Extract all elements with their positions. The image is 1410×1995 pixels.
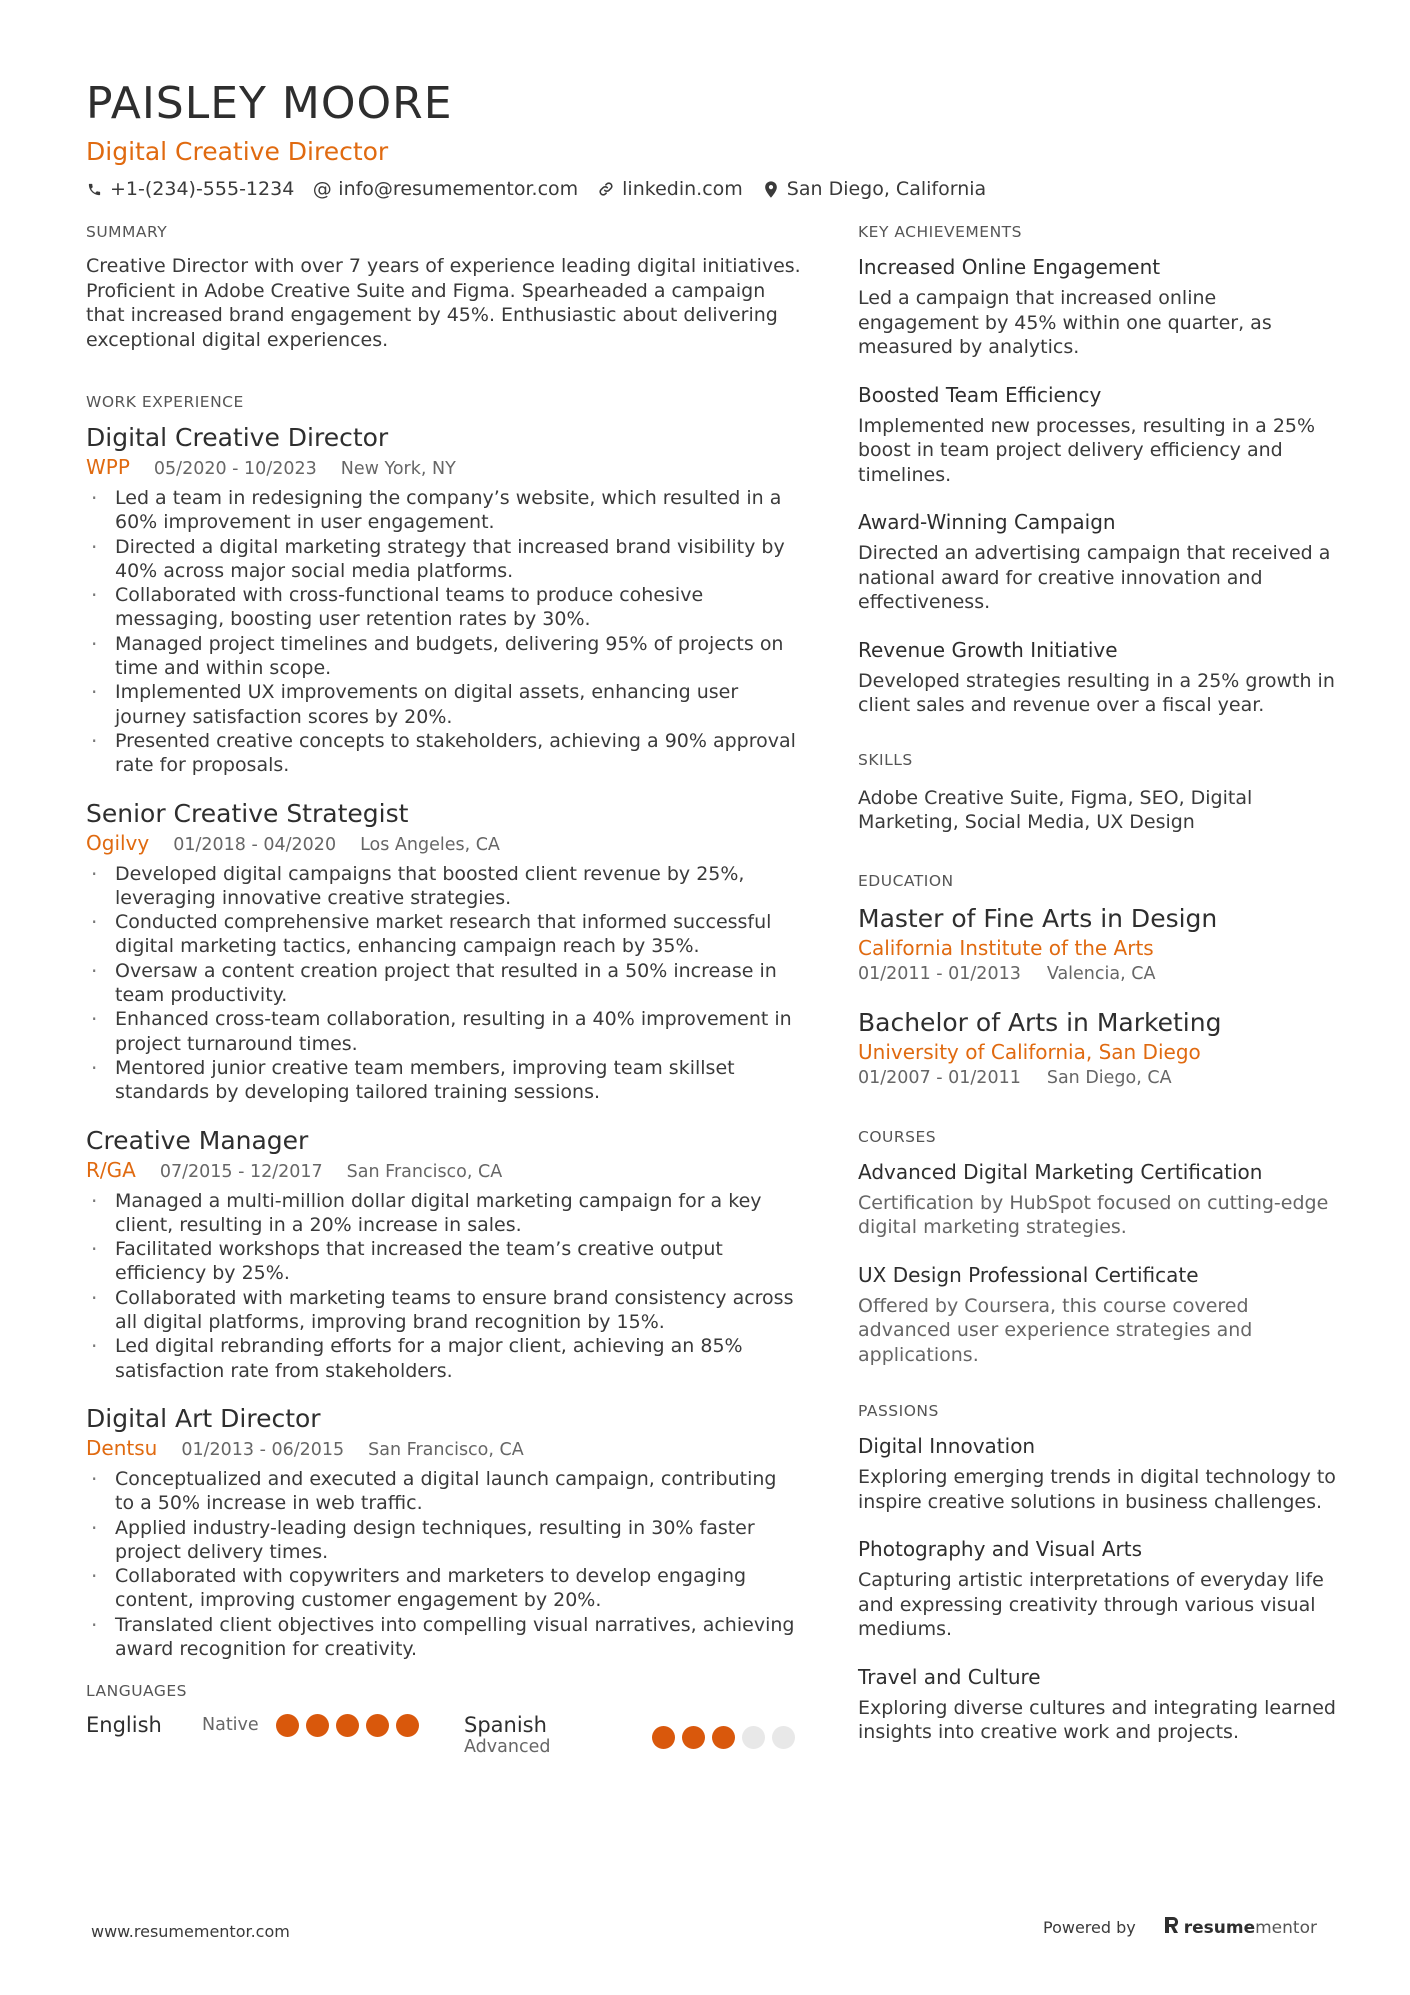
job-bullets <box>86 862 801 1105</box>
achievement-title: Increased Online Engagement <box>858 255 1161 279</box>
language-rating <box>652 1726 795 1749</box>
education-item <box>858 1007 1338 1091</box>
job-title: Digital Art Director <box>86 1403 321 1433</box>
list-item: · Oversaw a content creation project that resulted in a 50% increase in team productivity. <box>86 959 801 1008</box>
footer-website[interactable]: www.resumementor.com <box>91 1922 290 1941</box>
list-item: · Collaborated with marketing teams to ensure brand consistency across all digital platforms, improving brand recognition by 15%. <box>86 1286 801 1335</box>
education-dates: 01/2007 - 01/2011 <box>858 1067 1021 1088</box>
achievement-title: Award-Winning Campaign <box>858 510 1116 534</box>
section-title: WORK EXPERIENCE <box>86 393 244 411</box>
contact-location <box>763 176 986 202</box>
achievement-item <box>858 637 1338 718</box>
school-name: California Institute of the Arts <box>858 935 1154 960</box>
section-title: SUMMARY <box>86 223 168 241</box>
list-item: · Applied industry-leading design techniques, resulting in 30% faster project delivery times. <box>86 1516 801 1565</box>
passion-title: Travel and Culture <box>858 1664 1041 1689</box>
education-meta <box>858 1065 1338 1091</box>
brand-logo[interactable] <box>1164 1916 1317 1939</box>
candidate-role: Digital Creative Director <box>86 137 389 166</box>
list-item: · Enhanced cross-team collaboration, resulting in a 40% improvement in project turnaround times. <box>86 1007 801 1056</box>
degree-title: Master of Fine Arts in Design <box>858 903 1218 933</box>
rating-dot-filled <box>652 1726 675 1749</box>
rating-dot-filled <box>276 1714 299 1737</box>
passion-item <box>858 1433 1338 1514</box>
work-experience-section <box>86 392 801 1661</box>
rating-dot-filled <box>682 1726 705 1749</box>
job-meta <box>86 830 801 858</box>
rating-dot-filled <box>712 1726 735 1749</box>
job-title: Digital Creative Director <box>86 423 389 452</box>
company-name: WPP <box>86 455 130 479</box>
section-title: SKILLS <box>858 750 913 769</box>
passion-text: Capturing artistic interpretations of everyday life and expressing creativity through various visual mediums. <box>858 1569 1324 1640</box>
rating-dot-filled <box>366 1714 389 1737</box>
job-meta <box>86 1435 801 1463</box>
course-text: Certification by HubSpot focused on cutting-edge digital marketing strategies. <box>858 1191 1329 1238</box>
language-label-group <box>464 1713 652 1757</box>
list-item: · Conceptualized and executed a digital launch campaign, contributing to a 50% increase in web traffic. <box>86 1467 801 1516</box>
job-dates: 07/2015 - 12/2017 <box>159 1161 323 1182</box>
list-item: · Managed project timelines and budgets, delivering 95% of projects on time and within scope. <box>86 632 801 681</box>
passion-text: Exploring diverse cultures and integrating learned insights into creative work and projects. <box>858 1696 1336 1743</box>
course-title: UX Design Professional Certificate <box>858 1262 1199 1287</box>
key-achievements-section <box>858 222 1338 718</box>
languages-section <box>86 1681 801 1757</box>
achievement-text: Led a campaign that increased online engagement by 45% within one quarter, as measured by analytics. <box>858 287 1272 358</box>
passions-section <box>858 1401 1338 1745</box>
list-item: · Mentored junior creative team members, improving team skillset standards by developing tailored training sessions. <box>86 1056 801 1105</box>
summary-text: Creative Director with over 7 years of experience leading digital initiatives. Proficient in Adobe Creative Suite and Figma. Spearheaded a campaign that increased brand engagement by 45%. Enthusiastic about delivering exceptional digital experiences. <box>86 255 801 351</box>
summary-section <box>86 222 801 352</box>
list-item: · Conducted comprehensive market research that informed successful digital marketing tactics, enhancing campaign reach by 35%. <box>86 910 801 959</box>
rating-dot-empty <box>742 1726 765 1749</box>
phone-icon <box>86 181 102 197</box>
at-sign-icon: @ <box>312 178 332 200</box>
passion-title: Digital Innovation <box>858 1434 1036 1458</box>
list-item: · Led a team in redesigning the company’s website, which resulted in a 60% improvement in user engagement. <box>86 486 801 535</box>
rating-dot-filled <box>336 1714 359 1737</box>
section-title: KEY ACHIEVEMENTS <box>858 223 1022 241</box>
brand-text-bold: resume <box>1183 1917 1256 1938</box>
list-item: · Presented creative concepts to stakeholders, achieving a 90% approval rate for proposals. <box>86 729 801 778</box>
achievement-item <box>858 509 1338 615</box>
resumementor-logo-icon <box>1164 1916 1180 1939</box>
rating-dot-filled <box>396 1714 419 1737</box>
list-item: · Collaborated with cross-functional teams to produce cohesive messaging, boosting user retention rates by 30%. <box>86 583 801 632</box>
contact-bar <box>86 176 1336 202</box>
job-location: Los Angeles, CA <box>360 834 500 855</box>
language-level: Advanced <box>464 1737 551 1758</box>
section-title: PASSIONS <box>858 1402 939 1420</box>
email-text[interactable]: info@resumementor.com <box>338 178 579 200</box>
education-dates: 01/2011 - 01/2013 <box>858 963 1021 984</box>
section-title: LANGUAGES <box>86 1682 188 1701</box>
language-rating <box>276 1714 419 1737</box>
passion-text: Exploring emerging trends in digital technology to inspire creative solutions in business challenges. <box>858 1466 1336 1513</box>
job-location: San Francisco, CA <box>346 1161 503 1182</box>
list-item: · Directed a digital marketing strategy that increased brand visibility by 40% across major social media platforms. <box>86 535 801 584</box>
achievement-item <box>858 382 1338 488</box>
education-item <box>858 903 1338 987</box>
job-meta <box>86 454 801 482</box>
skills-section <box>858 750 1338 835</box>
achievement-text: Developed strategies resulting in a 25% growth in client sales and revenue over a fiscal year. <box>858 669 1335 716</box>
brand-text-light: mentor <box>1255 1917 1317 1938</box>
course-item <box>858 1159 1338 1240</box>
job-bullets <box>86 486 801 778</box>
candidate-name: PAISLEY MOORE <box>86 78 453 129</box>
list-item: · Led digital rebranding efforts for a major client, achieving an 85% satisfaction rate from stakeholders. <box>86 1334 801 1383</box>
degree-title: Bachelor of Arts in Marketing <box>858 1007 1222 1037</box>
course-text: Offered by Coursera, this course covered advanced user experience strategies and applications. <box>858 1294 1253 1366</box>
job-entry <box>86 1403 801 1661</box>
education-location: Valencia, CA <box>1046 963 1156 984</box>
job-bullets <box>86 1189 801 1383</box>
education-section <box>858 871 1338 1091</box>
job-location: New York, NY <box>340 459 456 479</box>
linkedin-text[interactable]: linkedin.com <box>622 178 743 200</box>
education-meta <box>858 961 1338 987</box>
contact-linkedin[interactable] <box>598 176 743 202</box>
course-item <box>858 1262 1338 1368</box>
job-title: Creative Manager <box>86 1125 309 1155</box>
job-entry <box>86 798 801 1105</box>
job-entry <box>86 1125 801 1383</box>
course-title: Advanced Digital Marketing Certification <box>858 1159 1263 1184</box>
language-level: Native <box>202 1715 259 1736</box>
company-name: Dentsu <box>86 1435 158 1460</box>
rating-dot-empty <box>772 1726 795 1749</box>
link-icon <box>598 181 614 197</box>
job-entry <box>86 422 801 778</box>
job-meta <box>86 1157 801 1185</box>
language-name: Spanish <box>464 1713 547 1738</box>
passion-title: Photography and Visual Arts <box>858 1537 1143 1561</box>
footer-brand <box>1043 1916 1317 1939</box>
rating-dot-filled <box>306 1714 329 1737</box>
company-name: Ogilvy <box>86 830 150 855</box>
languages-list <box>86 1713 801 1757</box>
job-dates: 01/2013 - 06/2015 <box>181 1439 345 1460</box>
achievement-item <box>858 254 1338 360</box>
list-item: · Translated client objectives into compelling visual narratives, achieving award recognition for creativity. <box>86 1613 801 1662</box>
contact-email[interactable] <box>314 176 578 202</box>
language-english <box>86 1713 464 1737</box>
job-title: Senior Creative Strategist <box>86 798 409 828</box>
job-location: San Francisco, CA <box>368 1439 524 1460</box>
job-bullets <box>86 1467 801 1661</box>
list-item: · Facilitated workshops that increased the team’s creative output efficiency by 25%. <box>86 1237 801 1286</box>
achievement-title: Revenue Growth Initiative <box>858 637 1118 662</box>
achievement-title: Boosted Team Efficiency <box>858 382 1102 407</box>
powered-by-label: Powered by <box>1043 1918 1136 1937</box>
list-item: · Developed digital campaigns that boosted client revenue by 25%, leveraging innovative creative strategies. <box>86 862 801 911</box>
right-column <box>858 222 1338 1783</box>
education-location: San Diego, CA <box>1046 1067 1172 1088</box>
contact-phone <box>86 176 294 202</box>
section-title: COURSES <box>858 1127 937 1146</box>
achievement-text: Implemented new processes, resulting in a 25% boost in team project delivery efficiency and timelines. <box>858 414 1316 486</box>
company-name: R/GA <box>86 1157 136 1182</box>
courses-section <box>858 1127 1338 1368</box>
list-item: · Managed a multi-million dollar digital marketing campaign for a key client, resulting in a 20% increase in sales. <box>86 1189 801 1238</box>
location-pin-icon <box>763 181 779 197</box>
language-spanish <box>464 1713 795 1757</box>
list-item: · Collaborated with copywriters and marketers to develop engaging content, improving customer engagement by 20%. <box>86 1564 801 1613</box>
school-name: University of California, San Diego <box>858 1039 1201 1064</box>
job-dates: 05/2020 - 10/2023 <box>153 459 317 479</box>
passion-item <box>858 1664 1338 1745</box>
resume-header <box>86 76 1336 202</box>
phone-text: +1-(234)-555-1234 <box>110 178 295 200</box>
job-dates: 01/2018 - 04/2020 <box>173 834 337 855</box>
skills-text: Adobe Creative Suite, Figma, SEO, Digital Marketing, Social Media, UX Design <box>858 786 1253 833</box>
passion-item <box>858 1536 1338 1642</box>
location-text: San Diego, California <box>786 178 987 200</box>
list-item: · Implemented UX improvements on digital assets, enhancing user journey satisfaction scores by 20%. <box>86 680 801 729</box>
left-column <box>86 222 801 1795</box>
language-name: English <box>86 1713 162 1738</box>
achievement-text: Directed an advertising campaign that received a national award for creative innovation and effectiveness. <box>858 542 1331 613</box>
section-title: EDUCATION <box>858 871 954 890</box>
